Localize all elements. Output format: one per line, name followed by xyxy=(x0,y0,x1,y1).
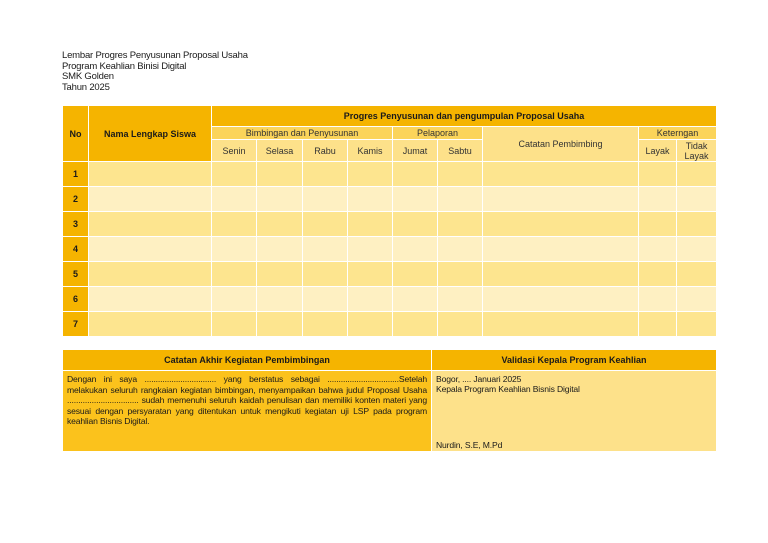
pelaporan-header: Pelaporan xyxy=(393,127,483,140)
validation-title: Validasi Kepala Program Keahlian xyxy=(432,350,717,371)
day-header: Rabu xyxy=(303,140,348,162)
col-name-header: Nama Lengkap Siswa xyxy=(89,106,212,162)
student-name-cell[interactable] xyxy=(89,162,212,187)
bimbingan-header: Bimbingan dan Penyusunan xyxy=(212,127,393,140)
group-title-header: Progres Penyusunan dan pengumpulan Proposal Usaha xyxy=(212,106,717,127)
day-header: Kamis xyxy=(348,140,393,162)
student-name-cell[interactable] xyxy=(89,262,212,287)
student-name-cell[interactable] xyxy=(89,237,212,262)
place-date: Bogor, .... Januari 2025 xyxy=(436,374,522,384)
table-row xyxy=(63,162,717,187)
layak-header: Layak xyxy=(639,140,677,162)
progress-table xyxy=(62,105,717,337)
final-notes-text: Dengan ini saya ................................ yang berstatus sebagai ................................Setelah melakukan seluruh rangkaian kegiatan bimbingan, menyampaikan bahwa judul Proposal Usaha ................................ sudah memenuhi seluruh kaidah penulisan dan memiliki konten materi yang sesuai dengan persyaratan yang ditentukan untuk mengikuti kegiatan uji LSP pada program keahlian Bisnis Digital. xyxy=(63,371,432,452)
row-number: 1 xyxy=(63,162,89,187)
header-school: SMK Golden xyxy=(62,71,114,83)
day-header: Jumat xyxy=(393,140,438,162)
validation-body xyxy=(432,371,717,452)
row-number: 4 xyxy=(63,237,89,262)
col-no-header: No xyxy=(63,106,89,162)
validation-table xyxy=(62,349,717,452)
row-number: 6 xyxy=(63,287,89,312)
student-name-cell[interactable] xyxy=(89,287,212,312)
header-program: Program Keahlian Binisi Digital xyxy=(62,60,187,72)
signer-name: Nurdin, S.E, M.Pd xyxy=(436,440,503,450)
final-notes-title: Catatan Akhir Kegiatan Pembimbingan xyxy=(63,350,432,371)
table-row xyxy=(63,237,717,262)
row-number: 3 xyxy=(63,212,89,237)
header-title: Lembar Progres Penyusunan Proposal Usaha xyxy=(62,50,248,61)
row-number: 5 xyxy=(63,262,89,287)
table-row xyxy=(63,262,717,287)
table-row xyxy=(63,287,717,312)
table-row xyxy=(63,212,717,237)
signer-position: Kepala Program Keahlian Bisnis Digital xyxy=(436,384,580,394)
day-header: Selasa xyxy=(257,140,303,162)
student-name-cell[interactable] xyxy=(89,187,212,212)
student-name-cell[interactable] xyxy=(89,212,212,237)
catatan-header: Catatan Pembimbing xyxy=(483,127,639,162)
day-header: Senin xyxy=(212,140,257,162)
document-header xyxy=(62,51,248,93)
day-header: Sabtu xyxy=(438,140,483,162)
student-name-cell[interactable] xyxy=(89,312,212,337)
tidak-layak-header: Tidak Layak xyxy=(677,140,717,162)
row-number: 7 xyxy=(63,312,89,337)
table-row xyxy=(63,312,717,337)
row-number: 2 xyxy=(63,187,89,212)
keterangan-header: Keterngan xyxy=(639,127,717,140)
table-row xyxy=(63,187,717,212)
header-year: Tahun 2025 xyxy=(62,81,110,93)
